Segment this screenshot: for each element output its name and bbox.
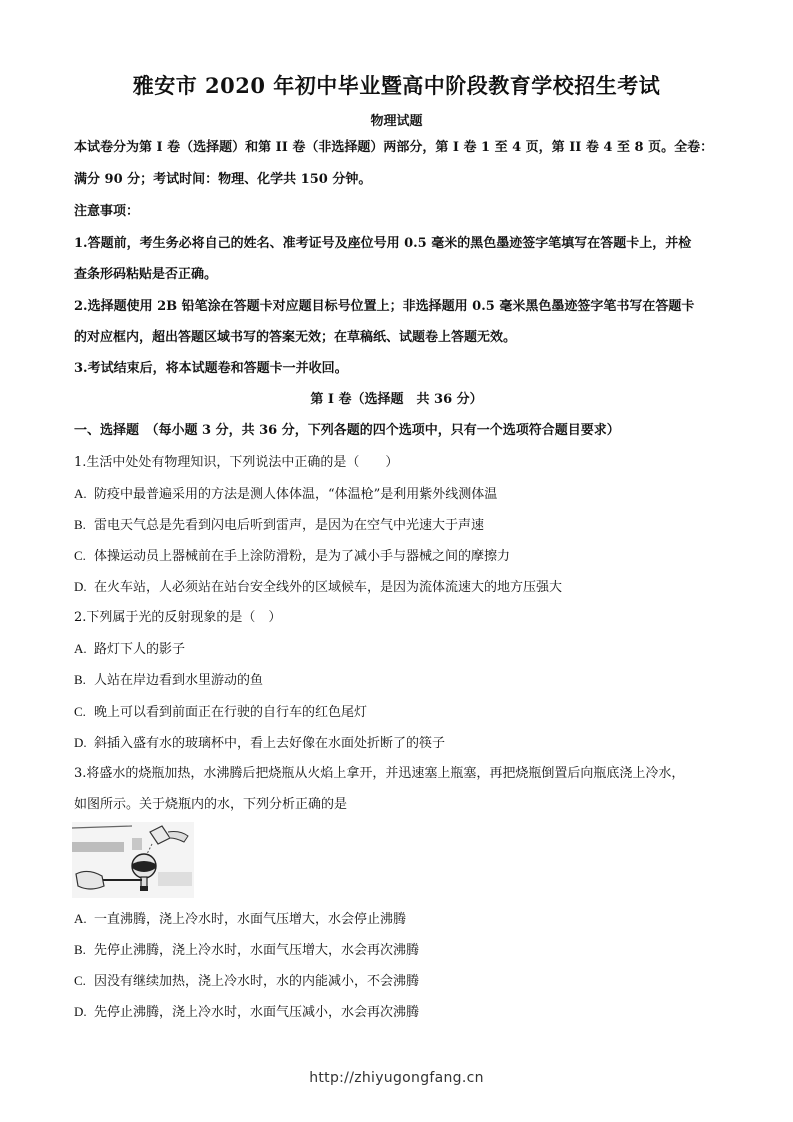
- question-1-option-d: [74, 578, 724, 597]
- option-letter: B.: [74, 942, 86, 957]
- option-text: 一直沸腾，浇上冷水时，水面气压增大，水会停止沸腾: [94, 912, 407, 927]
- option-text: 晚上可以看到前面正在行驶的自行车的红色尾灯: [94, 705, 368, 720]
- question-2-stem: 2.下列属于光的反射现象的是（ ）: [74, 610, 282, 625]
- note-1-line-1: 1.答题前，考生务必将自己的姓名、准考证号及座位号用 0.5 毫米的黑色墨迹签字笔填写在答题卡上，并检: [74, 236, 692, 251]
- question-1-option-c: [74, 547, 724, 566]
- option-letter: D.: [74, 1004, 87, 1019]
- question-1-option-b: [74, 516, 724, 535]
- option-letter: B.: [74, 672, 86, 687]
- note-2-line-2: 的对应框内，超出答题区域书写的答案无效；在草稿纸、试题卷上答题无效。: [74, 330, 517, 345]
- question-2-option-c: [74, 703, 724, 722]
- option-letter: A.: [74, 486, 87, 501]
- option-letter: D.: [74, 579, 87, 594]
- question-3-option-d: [74, 1003, 724, 1022]
- question-3-option-c: [74, 972, 724, 991]
- figure-shadow: [132, 838, 142, 850]
- option-text: 先停止沸腾，浇上冷水时，水面气压增大，水会再次沸腾: [94, 943, 420, 958]
- intro-line-2: 满分 90 分；考试时间：物理、化学共 150 分钟。: [74, 172, 372, 187]
- option-letter: A.: [74, 911, 87, 926]
- option-text: 雷电天气总是先看到闪电后听到雷声，是因为在空气中光速大于声速: [94, 518, 485, 533]
- figure-shadow: [72, 842, 124, 852]
- option-text: 在火车站，人必须站在站台安全线外的区域候车，是因为流体流速大的地方压强大: [94, 580, 563, 595]
- option-letter: B.: [74, 517, 86, 532]
- option-text: 斜插入盛有水的玻璃杯中，看上去好像在水面处折断了的筷子: [94, 736, 446, 751]
- notes-heading: 注意事项：: [74, 204, 140, 219]
- option-letter: D.: [74, 735, 87, 750]
- flask-stopper: [140, 886, 148, 891]
- note-3: 3.考试结束后，将本试题卷和答题卡一并收回。: [74, 361, 348, 376]
- footer-url: http://zhiyugongfang.cn: [309, 1070, 484, 1086]
- question-2-option-d: [74, 734, 724, 753]
- boiling-flask-figure: [72, 822, 194, 898]
- question-3-stem-line-2: 如图所示。关于烧瓶内的水，下列分析正确的是: [74, 797, 348, 812]
- exam-title: 雅安市 2020 年初中毕业暨高中阶段教育学校招生考试: [132, 73, 661, 98]
- exam-subtitle: 物理试题: [370, 114, 423, 129]
- option-letter: C.: [74, 704, 86, 719]
- question-3-option-a: [74, 910, 724, 929]
- note-2-line-1: 2.选择题使用 2B 铅笔涂在答题卡对应题目标号位置上；非选择题用 0.5 毫米黑色墨迹签字笔书写在答题卡: [74, 299, 695, 314]
- question-2-option-b: [74, 671, 724, 690]
- question-3-stem-line-1: 3.将盛水的烧瓶加热，水沸腾后把烧瓶从火焰上拿开，并迅速塞上瓶塞，再把烧瓶倒置后向瓶底浇上冷水，: [74, 766, 685, 781]
- option-text: 因没有继续加热，浇上冷水时，水的内能减小，不会沸腾: [94, 974, 420, 989]
- option-letter: A.: [74, 641, 87, 656]
- option-text: 防疫中最普遍采用的方法是测人体体温，“体温枪”是利用紫外线测体温: [94, 487, 498, 502]
- option-text: 人站在岸边看到水里游动的鱼: [94, 673, 264, 688]
- option-text: 体操运动员上器械前在手上涂防滑粉，是为了减小手与器械之间的摩擦力: [94, 549, 511, 564]
- part-heading: 一、选择题 （每小题 3 分，共 36 分，下列各题的四个选项中，只有一个选项符合题目要求）: [74, 423, 620, 438]
- intro-line-1: 本试卷分为第 I 卷（选择题）和第 II 卷（非选择题）两部分，第 I 卷 1 至 4 页，第 II 卷 4 至 8 页。全卷：: [74, 140, 714, 155]
- option-letter: C.: [74, 973, 86, 988]
- question-1-stem: 1.生活中处处有物理知识，下列说法中正确的是（ ）: [74, 455, 399, 470]
- section-heading: 第 I 卷（选择题 共 36 分）: [310, 392, 483, 407]
- option-text: 先停止沸腾，浇上冷水时，水面气压减小，水会再次沸腾: [94, 1005, 420, 1020]
- option-letter: C.: [74, 548, 86, 563]
- figure-shadow: [158, 872, 192, 886]
- question-3-option-b: [74, 941, 724, 960]
- option-text: 路灯下人的影子: [94, 642, 186, 657]
- note-1-line-2: 查条形码粘贴是否正确。: [74, 267, 218, 282]
- question-1-option-a: [74, 485, 724, 504]
- question-2-option-a: [74, 640, 724, 659]
